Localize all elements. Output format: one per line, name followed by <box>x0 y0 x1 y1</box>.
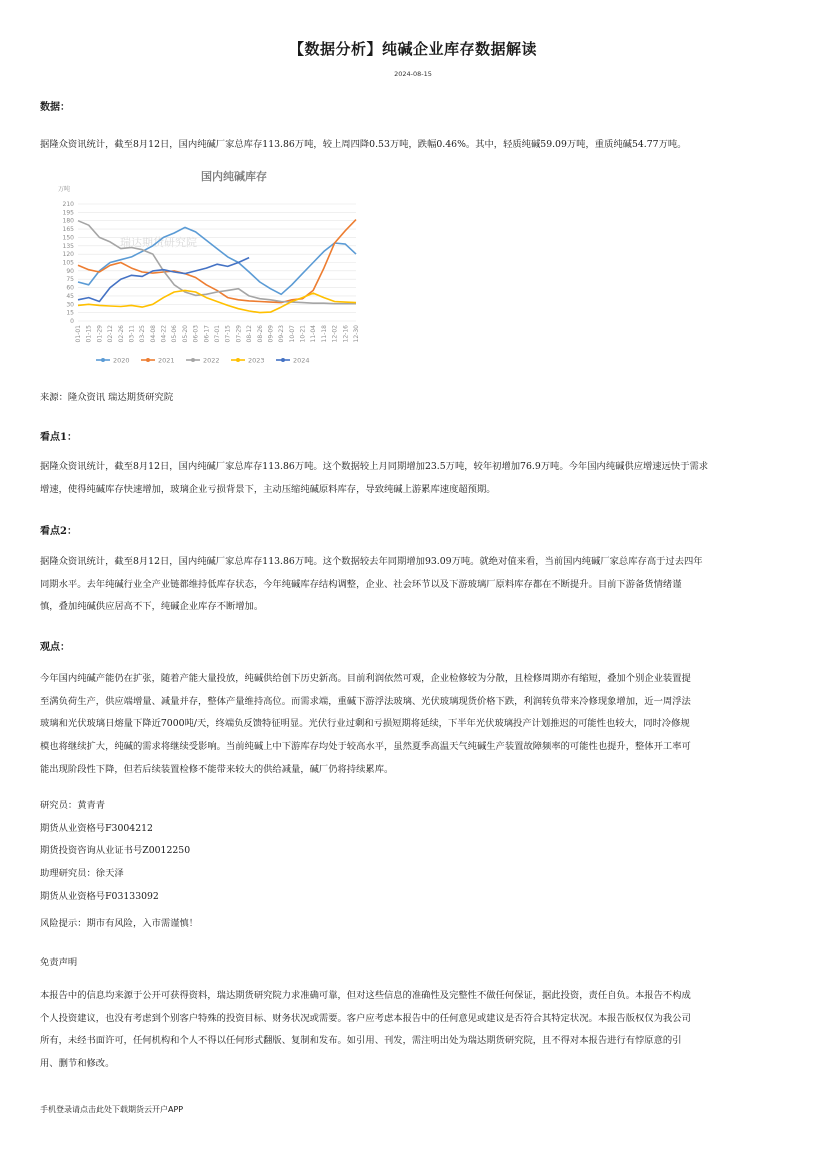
x-tick-label: 07-29 <box>235 325 243 343</box>
disclaimer-line: 用、删节和修改。 <box>40 1058 115 1070</box>
y-tick-label: 60 <box>66 284 74 292</box>
y-tick-label: 105 <box>62 259 74 267</box>
y-tick-label: 165 <box>62 226 74 234</box>
view-line: 至满负荷生产，供应端增量、减量并存，整体产量维持高位。而需求端，重碱下游浮法玻璃、光伏玻璃现货价格下跌，利润转负带来冷修现象增加，近一周浮法 <box>40 695 691 707</box>
x-tick-label: 09-09 <box>267 325 275 343</box>
point2-line: 慎，叠加纯碱供应居高不下，纯碱企业库存不断增加。 <box>40 601 264 613</box>
x-tick-label: 04-08 <box>149 325 157 343</box>
risk-warning: 风险提示：期市有风险，入市需谨慎！ <box>40 918 199 929</box>
legend-label: 2024 <box>293 356 310 365</box>
x-tick-label: 10-07 <box>288 325 296 343</box>
report-title: 【数据分析】纯碱企业库存数据解读 <box>288 40 537 58</box>
legend-marker <box>236 358 240 362</box>
legend-marker <box>146 358 150 362</box>
point1-text <box>40 456 788 501</box>
inventory-chart-svg <box>58 160 364 372</box>
legend-label: 2022 <box>203 356 220 365</box>
point1-line: 增速，使得纯碱库存快速增加，玻璃企业亏损背景下，主动压缩纯碱原料库存，导致纯碱上游累库速度超预期。 <box>40 483 496 495</box>
x-tick-label: 09-23 <box>278 325 286 343</box>
view-line: 玻璃和光伏玻璃日熔量下降近7000吨/天，终端负反馈特征明显。光伏行业过剩和亏损短期将延续，下半年光伏玻璃投产计划推迟的可能性也较大，同时冷修规 <box>40 718 690 730</box>
disclaimer-line: 个人投资建议，也没有考虑到个别客户特殊的投资目标、财务状况或需要。客户应考虑本报告中的任何意见或建议是否符合其特定状况。本报告版权仅为我公司 <box>40 1012 691 1024</box>
x-tick-label: 01-15 <box>85 325 93 343</box>
point1-line: 据隆众资讯统计，截至8月12日，国内纯碱厂家总库存113.86万吨。这个数据较上月同期增加23.5万吨，较年初增加76.9万吨。今年国内纯碱供应增速远快于需求 <box>40 461 709 472</box>
legend-marker <box>281 358 285 362</box>
view-text <box>40 668 788 782</box>
x-tick-label: 12-16 <box>342 325 350 343</box>
chart-series <box>78 220 356 313</box>
view-line: 能出现阶段性下降，但若后续装置检修不能带来较大的供给减量，碱厂仍将持续累库。 <box>40 763 394 775</box>
section-heading-point1: 看点1： <box>40 432 77 443</box>
disclaimer-text <box>40 985 788 1076</box>
researcher-line: 期货从业资格号F03133092 <box>40 890 159 902</box>
researcher-info <box>40 795 788 909</box>
x-tick-label: 12-02 <box>331 325 339 343</box>
x-tick-label: 08-26 <box>256 325 264 343</box>
y-tick-label: 180 <box>62 217 74 225</box>
chart-title: 国内纯碱库存 <box>201 170 267 183</box>
chart-source: 来源：隆众资讯 瑞达期货研究院 <box>40 392 174 403</box>
series-line-2023 <box>78 290 356 312</box>
legend-marker <box>191 358 195 362</box>
legend-marker <box>101 358 105 362</box>
app-download-link[interactable]: 手机登录请点击此处下载期货云开户APP <box>40 1105 184 1114</box>
chart-y-axis <box>63 201 75 325</box>
x-tick-label: 03-11 <box>128 325 136 343</box>
x-tick-label: 01-29 <box>96 325 104 343</box>
legend-label: 2020 <box>113 356 130 365</box>
view-line: 今年国内纯碱产能仍在扩张，随着产能大量投放，纯碱供给创下历史新高。目前利润依然可观，企业检修较为分散，且检修周期亦有缩短，叠加个别企业装置提 <box>40 673 691 684</box>
y-tick-label: 120 <box>62 251 74 259</box>
disclaimer-line: 所有，未经书面许可，任何机构和个人不得以任何形式翻版、复制和发布。如引用、刊发，需注明出处为瑞达期货研究院，且不得对本报告进行有悖原意的引 <box>40 1035 682 1047</box>
y-tick-label: 30 <box>66 301 74 309</box>
y-tick-label: 150 <box>62 234 74 242</box>
chart-ylabel: 万吨 <box>58 186 71 193</box>
x-tick-label: 05-20 <box>181 325 189 343</box>
x-tick-label: 06-03 <box>192 325 200 343</box>
disclaimer-heading: 免责声明 <box>40 957 78 968</box>
researcher-line: 助理研究员：徐天泽 <box>40 868 124 880</box>
x-tick-label: 11-04 <box>310 325 318 343</box>
x-tick-label: 10-21 <box>299 325 307 343</box>
report-date: 2024-08-15 <box>394 70 432 78</box>
y-tick-label: 45 <box>66 292 74 300</box>
x-tick-label: 07-15 <box>224 325 232 343</box>
inventory-chart <box>58 160 364 372</box>
researcher-line: 期货从业资格号F3004212 <box>40 822 153 834</box>
y-tick-label: 210 <box>62 201 74 208</box>
y-tick-label: 135 <box>62 242 74 250</box>
x-tick-label: 08-12 <box>246 325 254 343</box>
x-tick-label: 07-01 <box>214 325 221 343</box>
chart-legend <box>96 357 310 365</box>
x-tick-label: 03-25 <box>139 325 147 343</box>
disclaimer-line: 本报告中的信息均来源于公开可获得资料，瑞达期货研究院力求准确可靠，但对这些信息的准确性及完整性不做任何保证，据此投资，责任自负。本报告不构成 <box>40 990 691 1001</box>
x-tick-label: 12-30 <box>353 325 360 343</box>
chart-watermark: 瑞达期货研究院 <box>120 236 197 249</box>
x-tick-label: 01-01 <box>75 325 82 343</box>
x-tick-label: 02-26 <box>117 325 125 343</box>
y-tick-label: 0 <box>70 318 74 325</box>
section-heading-data: 数据： <box>40 102 70 113</box>
y-tick-label: 90 <box>66 267 74 275</box>
chart-x-axis <box>75 325 360 343</box>
x-tick-label: 06-17 <box>203 325 211 343</box>
view-line: 模也将继续扩大，纯碱的需求将继续受影响。当前纯碱上中下游库存均处于较高水平，虽然夏季高温天气纯碱生产装置故障频率的可能性也提升，整体开工率可 <box>40 741 691 753</box>
section-heading-view: 观点： <box>40 642 70 653</box>
x-tick-label: 05-06 <box>171 325 179 343</box>
y-tick-label: 15 <box>66 309 74 317</box>
researcher-line: 期货投资咨询从业证书号Z0012250 <box>40 845 191 857</box>
legend-label: 2023 <box>248 356 265 365</box>
researcher-line: 研究员：黄青青 <box>40 800 106 811</box>
point2-text <box>40 551 788 619</box>
y-tick-label: 195 <box>62 209 74 217</box>
section-heading-point2: 看点2： <box>40 526 77 537</box>
x-tick-label: 02-12 <box>107 325 115 343</box>
legend-label: 2021 <box>158 356 175 365</box>
y-tick-label: 75 <box>66 276 74 284</box>
x-tick-label: 04-22 <box>160 325 168 343</box>
data-summary-text: 据隆众资讯统计，截至8月12日，国内纯碱厂家总库存113.86万吨，较上周四降0.53万吨，跌幅0.46%。其中，轻质纯碱59.09万吨，重质纯碱54.77万吨。 <box>40 139 687 150</box>
x-tick-label: 11-18 <box>320 325 328 343</box>
point2-line: 据隆众资讯统计，截至8月12日，国内纯碱厂家总库存113.86万吨。这个数据较去年同期增加93.09万吨。就绝对值来看，当前国内纯碱厂家总库存高于过去四年 <box>40 556 703 567</box>
point2-line: 同期水平。去年纯碱行业全产业链都维持低库存状态，今年纯碱库存结构调整，企业、社会环节以及下游玻璃厂原料库存都在不断提升。目前下游备货情绪谨 <box>40 578 682 590</box>
